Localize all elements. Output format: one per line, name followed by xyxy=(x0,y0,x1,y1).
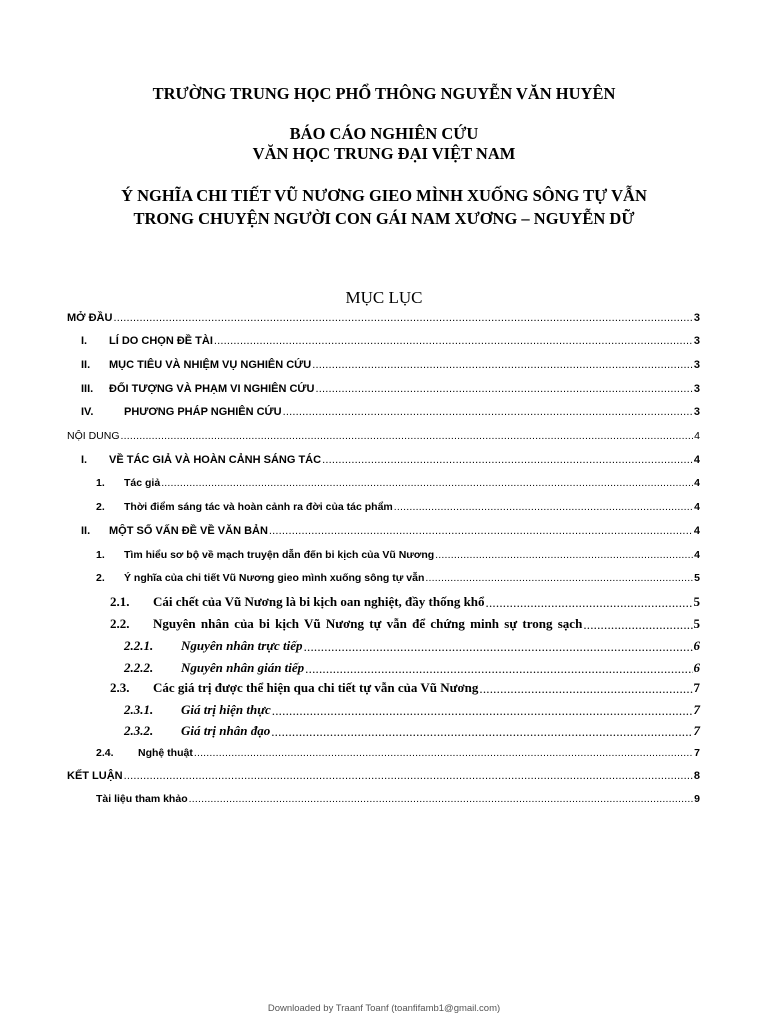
toc-entry-page: 7 xyxy=(693,702,700,717)
toc-entry-page: 4 xyxy=(694,477,700,489)
toc-entry-label: Nguyên nhân của bi kịch Vũ Nương tự vẫn để chứng minh sự trong sạch xyxy=(153,616,583,631)
toc-entry[interactable] xyxy=(67,765,700,787)
toc-entry[interactable] xyxy=(67,307,700,329)
toc-entry[interactable] xyxy=(124,657,700,679)
toc-entry[interactable] xyxy=(67,425,700,447)
toc-entry-label: Nguyên nhân trực tiếp xyxy=(181,638,303,653)
toc-leader-dots xyxy=(305,662,692,675)
toc-entry-label: MỘT SỐ VẤN ĐỀ VỀ VĂN BẢN xyxy=(109,525,268,537)
toc-entry-label: Giá trị hiện thực xyxy=(181,702,271,717)
toc-entry[interactable] xyxy=(96,567,700,589)
toc-entry-number: 2.3. xyxy=(110,680,130,695)
toc-entry-label: PHƯƠNG PHÁP NGHIÊN CỨU xyxy=(124,406,282,418)
toc-entry-page: 5 xyxy=(693,616,700,631)
toc-entry-page: 3 xyxy=(693,335,700,347)
toc-entry-number: 2.1. xyxy=(110,594,130,609)
download-footer: Downloaded by Traanf Toanf (toanfifamb1@gmail.com) xyxy=(267,1003,501,1014)
toc-entry[interactable] xyxy=(110,677,700,699)
toc-entry-label: Cái chết của Vũ Nương là bi kịch oan nghiệt, đầy thống khổ xyxy=(153,594,485,609)
toc-entry[interactable] xyxy=(96,742,700,764)
toc-entry-label: VỀ TÁC GIẢ VÀ HOÀN CẢNH SÁNG TÁC xyxy=(109,454,322,466)
toc-leader-dots xyxy=(479,682,692,695)
toc-entry[interactable] xyxy=(96,496,700,518)
toc-entry-number: 2.2.1. xyxy=(124,638,154,653)
toc-entry-number: 1. xyxy=(96,477,105,489)
toc-entry[interactable] xyxy=(81,449,700,471)
toc-leader-dots xyxy=(189,793,694,806)
toc-leader-dots xyxy=(304,640,693,653)
topic-title-line2: TRONG CHUYỆN NGƯỜI CON GÁI NAM XƯƠNG – NGUYỄN DỮ xyxy=(133,209,635,228)
toc-entry-label: Thời điểm sáng tác và hoàn cảnh ra đời của tác phẩm xyxy=(124,501,393,513)
toc-entry-page: 3 xyxy=(693,359,700,371)
toc-entry[interactable] xyxy=(96,788,700,810)
toc-entry-number: I. xyxy=(81,454,88,466)
toc-entry-page: 7 xyxy=(694,747,700,759)
toc-entry-page: 5 xyxy=(694,572,700,584)
toc-entry-page: 6 xyxy=(693,660,700,675)
toc-entry-number: 2.4. xyxy=(96,747,114,759)
toc-entry-page: 7 xyxy=(693,680,700,695)
toc-leader-dots xyxy=(272,704,693,717)
toc-leader-dots xyxy=(121,430,694,443)
toc-entry-label: NỘI DUNG xyxy=(67,430,120,442)
toc-leader-dots xyxy=(113,312,692,325)
toc-leader-dots xyxy=(315,383,692,396)
toc-entry-label: Tìm hiểu sơ bộ về mạch truyện dẫn đến bi kịch của Vũ Nương xyxy=(124,549,435,561)
toc-entry-page: 4 xyxy=(694,549,700,561)
toc-entry-page: 4 xyxy=(693,525,700,537)
toc-entry[interactable] xyxy=(96,472,700,494)
toc-entry[interactable] xyxy=(81,330,700,352)
toc-entry-page: 4 xyxy=(694,501,700,513)
toc-entry-label: MỤC TIÊU VÀ NHIỆM VỤ NGHIÊN CỨU xyxy=(109,359,312,371)
toc-entry-label: ĐỐI TƯỢNG VÀ PHẠM VI NGHIÊN CỨU xyxy=(109,383,315,395)
toc-entry-number: 2.3.1. xyxy=(124,702,154,717)
toc-entry[interactable] xyxy=(81,354,700,376)
report-title-line2: VĂN HỌC TRUNG ĐẠI VIỆT NAM xyxy=(252,144,516,163)
toc-leader-dots xyxy=(271,725,692,738)
toc-entry-number: IV. xyxy=(81,406,94,418)
toc-entry-number: II. xyxy=(81,359,91,371)
school-name: TRƯỜNG TRUNG HỌC PHỔ THÔNG NGUYỄN VĂN HUYÊN xyxy=(152,84,616,103)
toc-entry-page: 5 xyxy=(693,594,700,609)
toc-entry-number: 1. xyxy=(96,549,105,561)
toc-leader-dots xyxy=(425,572,693,585)
toc-entry-label: Các giá trị được thể hiện qua chi tiết tự vẫn của Vũ Nương xyxy=(153,680,479,695)
toc-entry-label: Nghệ thuật xyxy=(138,747,193,759)
toc-entry-page: 8 xyxy=(693,770,700,782)
toc-entry-number: 2.3.2. xyxy=(124,723,154,738)
toc-entry[interactable] xyxy=(110,613,700,635)
toc-entry[interactable] xyxy=(81,520,700,542)
toc-entry-label: Nguyên nhân gián tiếp xyxy=(181,660,305,675)
toc-entry[interactable] xyxy=(124,720,700,742)
toc-entry-page: 3 xyxy=(693,383,700,395)
toc-entry-page: 7 xyxy=(693,723,700,738)
toc-entry-label: Tài liệu tham khảo xyxy=(96,793,188,805)
toc-entry-page: 4 xyxy=(694,430,700,442)
toc-entry-label: Giá trị nhân đạo xyxy=(181,723,271,738)
topic-title-line1: Ý NGHĨA CHI TIẾT VŨ NƯƠNG GIEO MÌNH XUỐNG SÔNG TỰ VẪN xyxy=(121,186,647,205)
toc-title: MỤC LỤC xyxy=(345,288,423,307)
toc-entry[interactable] xyxy=(124,699,700,721)
toc-leader-dots xyxy=(435,549,693,562)
toc-leader-dots xyxy=(161,477,693,490)
toc-leader-dots xyxy=(322,454,693,467)
toc-leader-dots xyxy=(312,359,693,372)
toc-leader-dots xyxy=(394,501,693,514)
toc-entry-page: 9 xyxy=(694,793,700,805)
toc-entry[interactable] xyxy=(96,544,700,566)
toc-entry[interactable] xyxy=(81,378,700,400)
toc-entry-number: 2. xyxy=(96,501,105,513)
toc-leader-dots xyxy=(283,406,693,419)
toc-leader-dots xyxy=(583,618,692,631)
toc-entry-number: I. xyxy=(81,335,88,347)
toc-entry-number: II. xyxy=(81,525,91,537)
toc-entry-number: 2. xyxy=(96,572,105,584)
toc-entry-label: Tác giả xyxy=(124,477,161,489)
toc-entry-label: MỞ ĐẦU xyxy=(67,312,113,324)
report-title-line1: BÁO CÁO NGHIÊN CỨU xyxy=(289,124,479,143)
toc-entry[interactable] xyxy=(110,591,700,613)
toc-entry-number: 2.2.2. xyxy=(124,660,154,675)
toc-leader-dots xyxy=(486,596,693,609)
toc-entry-page: 3 xyxy=(693,312,700,324)
toc-entry[interactable] xyxy=(124,635,700,657)
toc-entry-label: KẾT LUẬN xyxy=(67,770,123,782)
toc-leader-dots xyxy=(214,335,693,348)
toc-entry-page: 4 xyxy=(693,454,700,466)
toc-entry-number: III. xyxy=(81,383,94,395)
toc-leader-dots xyxy=(194,747,693,760)
toc-entry-page: 3 xyxy=(693,406,700,418)
toc-leader-dots xyxy=(124,770,693,783)
toc-entry-page: 6 xyxy=(693,638,700,653)
toc-entry-label: Ý nghĩa của chi tiết Vũ Nương gieo mình xuống sông tự vẫn xyxy=(124,572,425,584)
toc-entry[interactable] xyxy=(81,401,700,423)
toc-entry-number: 2.2. xyxy=(110,616,130,631)
toc-entry-label: LÍ DO CHỌN ĐỀ TÀI xyxy=(109,335,213,347)
toc-leader-dots xyxy=(269,525,693,538)
